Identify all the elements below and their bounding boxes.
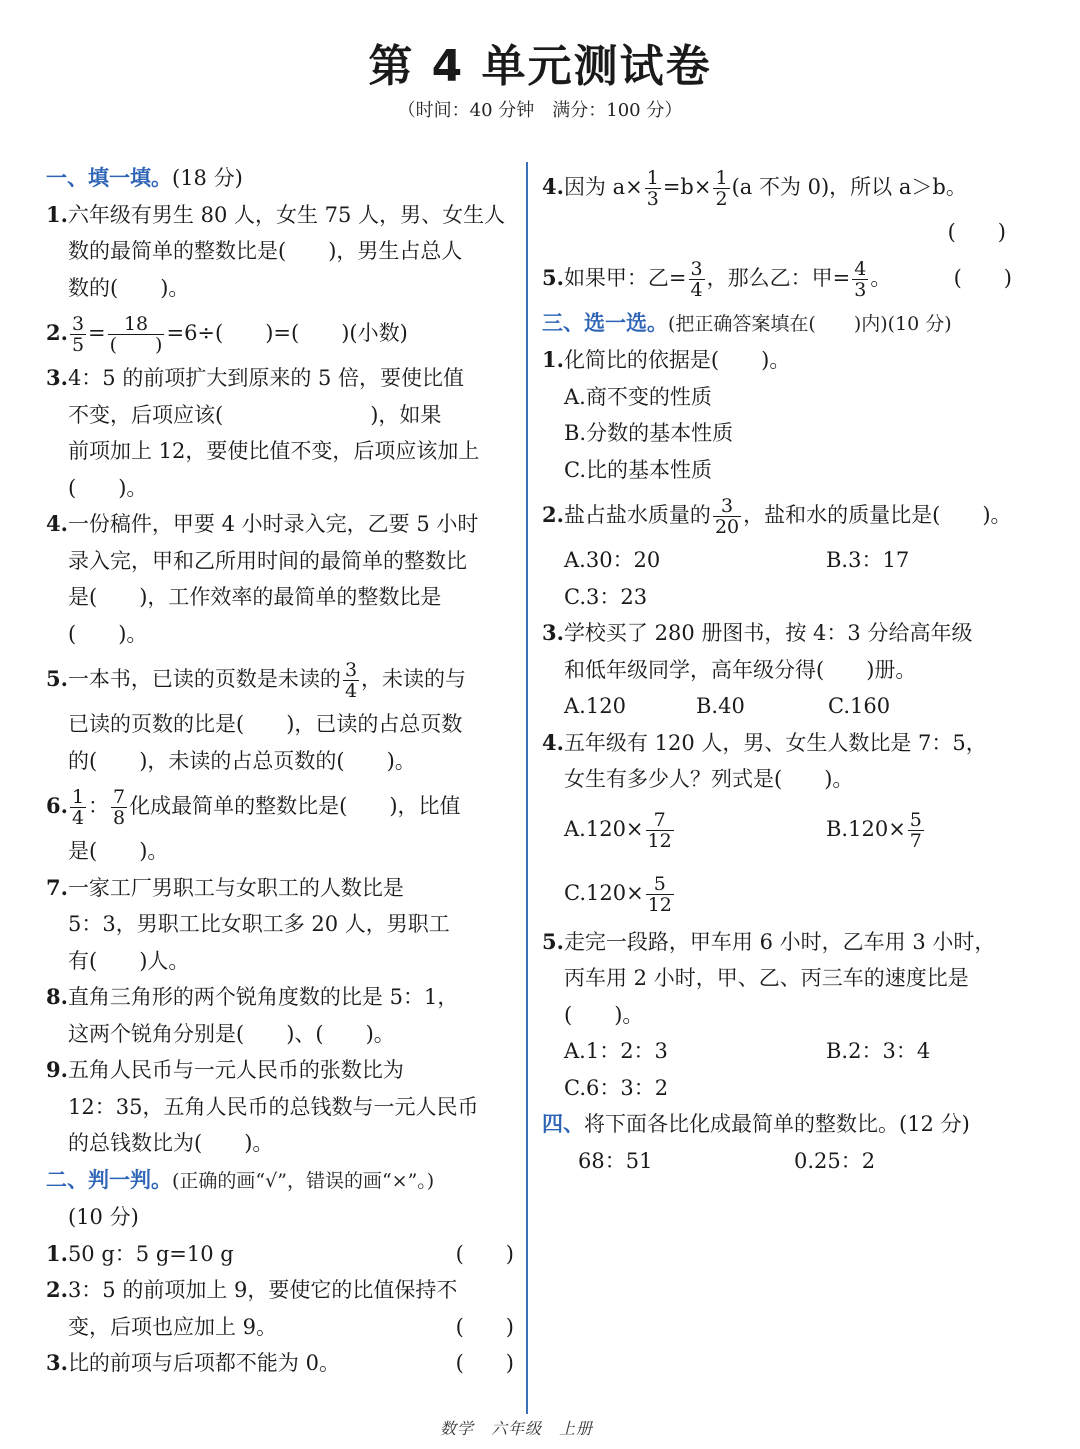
fraction: $\frac{3}{4}$: [344, 659, 358, 702]
option-b[interactable]: B.40: [696, 694, 745, 718]
option-b[interactable]: B.2：3：4: [826, 1039, 931, 1063]
fraction: $\frac{7}{8}$: [113, 786, 126, 829]
question-1-8: 8.直角三角形的两个锐角度数的比是 5：1， 这两个锐角分别是( )、( )。: [46, 984, 459, 1046]
question-1-5: 5.一本书，已读的页数是未读的 $\frac{3}{4}$ ，未读的与 已读的页数的比是( )，已读的占总页数 的( )，未读的占总页数的( )。: [46, 659, 467, 773]
option-b[interactable]: B.分数的基本性质: [564, 421, 734, 445]
option-c[interactable]: C.120× $\frac{5}{12}$: [564, 872, 672, 916]
section4-heading: 四、将下面各比化成最简单的整数比。(12 分): [542, 1112, 970, 1136]
section2-score: (10 分): [68, 1205, 139, 1229]
page-footer: 数学 六年级 上册: [440, 1419, 594, 1438]
choice-question-5: 5.走完一段路，甲车用 6 小时，乙车用 3 小时， 丙车用 2 小时，甲、乙、丙三车的速度比是 ( )。 A.1：2：3 B.2：3：4 C.6：3：2: [542, 924, 1012, 1107]
option-a[interactable]: A.1：2：3: [564, 1039, 668, 1063]
question-1-1: 1.六年级有男生 80 人，女生 75 人，男、女生人 数的最简单的整数比是( )，男生占总人 数的( )。: [46, 201, 506, 300]
judge-item-5: 5.如果甲：乙= $\frac{3}{4}$ ，那么乙：甲= $\frac{4}{3}$ 。 ( ): [542, 251, 1012, 305]
judge-item-4-answer: [542, 214, 1012, 251]
answer-paren[interactable]: ( ): [947, 220, 1006, 244]
fraction: $\frac{1}{4}$: [71, 786, 85, 829]
choice-question-1: 1.化简比的依据是( )。 A.商不变的性质 B.分数的基本性质 C.比的基本性质: [542, 342, 1012, 488]
option-b[interactable]: B.120× $\frac{5}{7}$: [826, 808, 922, 852]
question-1-6: 6. $\frac{1}{4}$ ： $\frac{7}{8}$ 化成最简单的整数比是( )，比值 是( )。: [46, 786, 461, 863]
choice-question-3: 3.学校买了 280 册图书，按 4：3 分给高年级 和低年级同学，高年级分得( )册。 A.120 B.40 C.160: [542, 615, 1012, 725]
fraction: $\frac{3}{20}$: [714, 495, 740, 538]
choice-question-2: 2.盐占盐水质量的 $\frac{3}{20}$ ，盐和水的质量比是( )。 A.30：20 B.3：17 C.3：23: [542, 488, 1012, 615]
right-column: [542, 160, 1012, 1179]
option-b[interactable]: B.3：17: [826, 548, 910, 572]
left-column: [46, 160, 514, 1382]
option-a[interactable]: A.30：20: [564, 548, 661, 572]
option-a[interactable]: A.120× $\frac{7}{12}$: [564, 808, 672, 852]
question-1-7: 7.一家工厂男职工与女职工的人数比是 5：3，男职工比女职工多 20 人，男职工 有( )人。: [46, 874, 450, 973]
option-c[interactable]: C.6：3：2: [564, 1075, 669, 1100]
answer-paren[interactable]: ( ): [953, 265, 1012, 290]
choice-question-4: 4.五年级有 120 人，男、女生人数比是 7：5， 女生有多少人？列式是( )。 A.120× $\frac{7}{12}$ B.120× $\frac{5}{7}$ C.120× $\frac{5}{12}$: [542, 725, 1012, 920]
fraction: $\frac{5}{7}$: [909, 808, 922, 852]
fraction: $\frac{5}{12}$: [647, 872, 672, 916]
option-a[interactable]: A.商不变的性质: [564, 384, 712, 409]
fraction: $\frac{3}{4}$: [690, 257, 703, 301]
judge-item-3: 3.比的前项与后项都不能为 0。 ( ): [46, 1345, 514, 1382]
option-c[interactable]: C.比的基本性质: [564, 457, 712, 482]
fraction: $\frac{4}{3}$: [854, 257, 867, 301]
judge-item-4: 4.因为 a× $\frac{1}{3}$ =b× $\frac{1}{2}$ (a 不为 0)，所以 a＞b。: [542, 167, 967, 210]
section2-heading: 二、判一判。(正确的画“√”，错误的画“×”。): [46, 1167, 435, 1192]
option-a[interactable]: A.120: [564, 694, 626, 718]
exam-info: （时间：40 分钟 满分：100 分）: [397, 100, 683, 121]
fraction: $\frac{18}{( )}$: [109, 313, 163, 356]
section1-heading: 一、填一填。(18 分): [46, 166, 243, 190]
fraction: $\frac{1}{3}$: [646, 167, 659, 210]
answer-paren[interactable]: ( ): [455, 1314, 514, 1339]
question-1-4: 4.一份稿件，甲要 4 小时录入完，乙要 5 小时 录入完，甲和乙所用时间的最简单的整数比 是( )，工作效率的最简单的整数比是 ( )。: [46, 511, 479, 646]
judge-item-1: 1.50 g：5 g=10 g ( ): [46, 1236, 514, 1273]
fraction: $\frac{1}{2}$: [715, 167, 728, 210]
option-c[interactable]: C.3：23: [564, 584, 648, 609]
option-c[interactable]: C.160: [828, 694, 891, 718]
answer-paren[interactable]: ( ): [455, 1351, 514, 1375]
question-1-2: 2. $\frac{3}{5}$ = $\frac{18}{( )}$ =6÷( )=( )(小数): [46, 313, 408, 356]
ratio-item: 68：51: [578, 1148, 653, 1173]
column-divider: [526, 162, 528, 1414]
section3-heading: 三、选一选。(把正确答案填在( )内)(10 分): [542, 310, 952, 335]
fraction: $\frac{3}{5}$: [71, 313, 85, 356]
answer-paren[interactable]: ( ): [455, 1241, 514, 1266]
page-title: 第 4 单元测试卷: [368, 41, 712, 92]
ratio-item: 0.25：2: [794, 1148, 876, 1173]
judge-item-2: 2.3：5 的前项加上 9，要使它的比值保持不 变，后项也应加上 9。 ( ): [46, 1272, 514, 1345]
fraction: $\frac{7}{12}$: [647, 808, 672, 852]
question-1-3: 3.4：5 的前项扩大到原来的 5 倍，要使比值 不变，后项应该( )，如果 前项加上 12，要使比值不变，后项应该加上 ( )。: [46, 365, 480, 500]
question-1-9: 9.五角人民币与一元人民币的张数比为 12：35，五角人民币的总钱数与一元人民币 的总钱数比为( )。: [46, 1057, 479, 1155]
